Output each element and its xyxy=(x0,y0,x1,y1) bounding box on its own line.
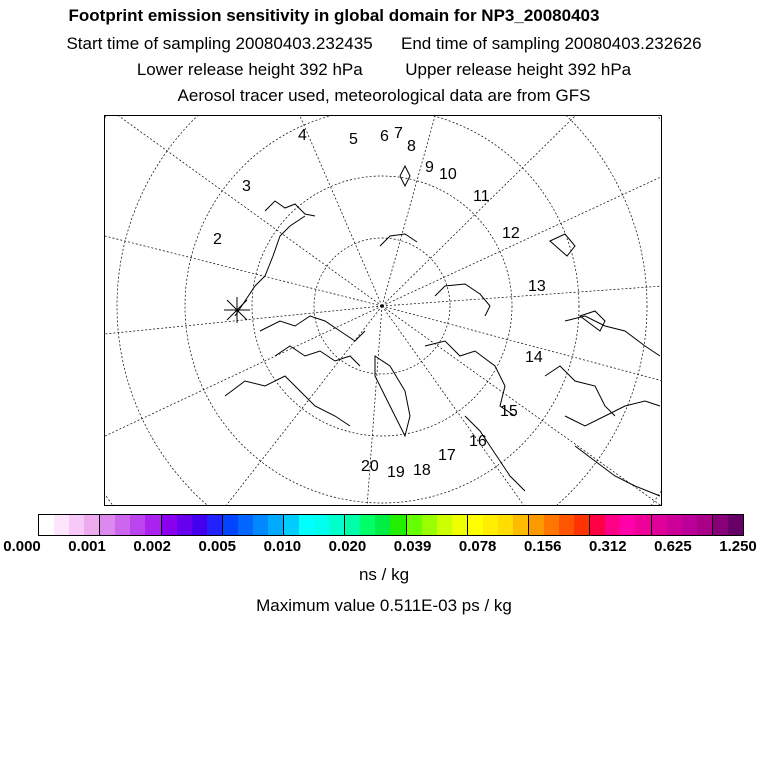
lat-circle-40 xyxy=(105,116,662,506)
traj-label: 19 xyxy=(387,464,405,481)
colorbar-segment xyxy=(130,515,145,535)
colorbar-segment xyxy=(483,515,498,535)
colorbar-segment xyxy=(314,515,329,535)
max-value: Maximum value 0.511E-03 ps / kg xyxy=(256,596,512,615)
colorbar-segment xyxy=(728,515,743,535)
colorbar-tick-label: 0.312 xyxy=(589,538,627,555)
colorbar-tick-label: 0.010 xyxy=(263,538,302,555)
colorbar-segment xyxy=(145,515,161,535)
colorbar-segment xyxy=(360,515,375,535)
meridians xyxy=(105,116,662,506)
traj-label: 9 xyxy=(425,159,434,176)
traj-label: 10 xyxy=(439,166,457,183)
colorbar-segment xyxy=(697,515,713,535)
trajectory-labels xyxy=(213,125,546,481)
colorbar-segment xyxy=(192,515,207,535)
map-canvas xyxy=(105,116,662,506)
colorbar-segment xyxy=(652,515,667,535)
colorbar-segment xyxy=(422,515,437,535)
colorbar-tick-label: 0.002 xyxy=(133,538,171,555)
colorbar-segment xyxy=(713,515,728,535)
colorbar xyxy=(38,514,744,536)
colorbar-segment xyxy=(620,515,635,535)
aerosol-note: Aerosol tracer used, meteorological data are from GFS xyxy=(177,86,591,105)
colorbar-segment xyxy=(390,515,406,535)
colorbar-segment xyxy=(100,515,115,535)
colorbar-ticks xyxy=(0,538,768,558)
colorbar-segment xyxy=(590,515,605,535)
colorbar-segment xyxy=(498,515,513,535)
traj-label: 14 xyxy=(525,349,543,366)
colorbar-tick-label: 0.020 xyxy=(328,538,367,555)
colorbar-segment xyxy=(238,515,253,535)
colorbar-segment xyxy=(529,515,544,535)
colorbar-segment xyxy=(667,515,682,535)
colorbar-segment xyxy=(635,515,651,535)
colorbar-segment xyxy=(177,515,192,535)
colorbar-segment xyxy=(54,515,69,535)
colorbar-tick-label: 0.156 xyxy=(523,538,562,555)
polar-map xyxy=(104,115,662,506)
traj-label: 8 xyxy=(407,138,416,155)
colorbar-segment xyxy=(253,515,268,535)
colorbar-segment xyxy=(284,515,299,535)
traj-label: 17 xyxy=(438,447,456,464)
traj-label: 4 xyxy=(298,127,307,144)
traj-label: 16 xyxy=(469,433,487,450)
colorbar-tick-label: 0.625 xyxy=(654,538,692,555)
colorbar-tick-label: 0.078 xyxy=(458,538,497,555)
colorbar-tick-label: 0.039 xyxy=(393,538,432,555)
traj-label: 12 xyxy=(502,225,520,242)
lower-release-label: Lower release height 392 hPa xyxy=(136,60,363,79)
traj-label: 18 xyxy=(413,462,431,479)
colorbar-segment xyxy=(452,515,468,535)
end-time-label: End time of sampling 20080403.232626 xyxy=(401,34,702,53)
release-heights xyxy=(0,60,768,80)
colorbar-segment xyxy=(39,515,54,535)
colorbar-tick-label: 0.000 xyxy=(3,538,41,555)
colorbar-segment xyxy=(605,515,620,535)
colorbar-segment xyxy=(115,515,130,535)
plot-title: Footprint emission sensitivity in global domain for NP3_20080403 xyxy=(68,6,600,25)
colorbar-segment xyxy=(268,515,284,535)
upper-release-label: Upper release height 392 hPa xyxy=(405,60,632,79)
traj-label: 11 xyxy=(473,188,490,205)
colorbar-segment xyxy=(299,515,314,535)
traj-label: 20 xyxy=(361,458,379,475)
start-time-label: Start time of sampling 20080403.232435 xyxy=(66,34,373,53)
colorbar-segment xyxy=(69,515,84,535)
traj-label: 15 xyxy=(500,403,518,420)
colorbar-segment xyxy=(513,515,529,535)
colorbar-segment xyxy=(345,515,360,535)
colorbar-tick-label: 1.250 xyxy=(719,538,757,555)
colorbar-segment xyxy=(207,515,223,535)
traj-label: 5 xyxy=(349,131,358,148)
sampling-times xyxy=(0,34,768,54)
star-marker xyxy=(224,297,250,323)
colorbar-segment xyxy=(437,515,452,535)
colorbar-units: ns / kg xyxy=(358,565,410,584)
traj-label: 3 xyxy=(242,178,251,195)
colorbar-segment xyxy=(468,515,483,535)
lat-circle-50 xyxy=(117,116,647,506)
traj-label: 13 xyxy=(528,278,546,295)
colorbar-segment xyxy=(407,515,422,535)
colorbar-tick-label: 0.001 xyxy=(68,538,106,555)
traj-label: 7 xyxy=(394,125,403,142)
colorbar-segment xyxy=(574,515,590,535)
colorbar-segment xyxy=(682,515,697,535)
colorbar-segment xyxy=(162,515,177,535)
latitude-circles xyxy=(105,116,662,506)
colorbar-segment xyxy=(375,515,390,535)
colorbar-tick-label: 0.005 xyxy=(198,538,237,555)
colorbar-segment xyxy=(84,515,100,535)
traj-label: 2 xyxy=(213,231,222,248)
colorbar-segment xyxy=(223,515,238,535)
colorbar-segment xyxy=(544,515,559,535)
colorbar-segment xyxy=(329,515,345,535)
colorbar-segment xyxy=(559,515,574,535)
traj-label: 6 xyxy=(380,128,389,145)
